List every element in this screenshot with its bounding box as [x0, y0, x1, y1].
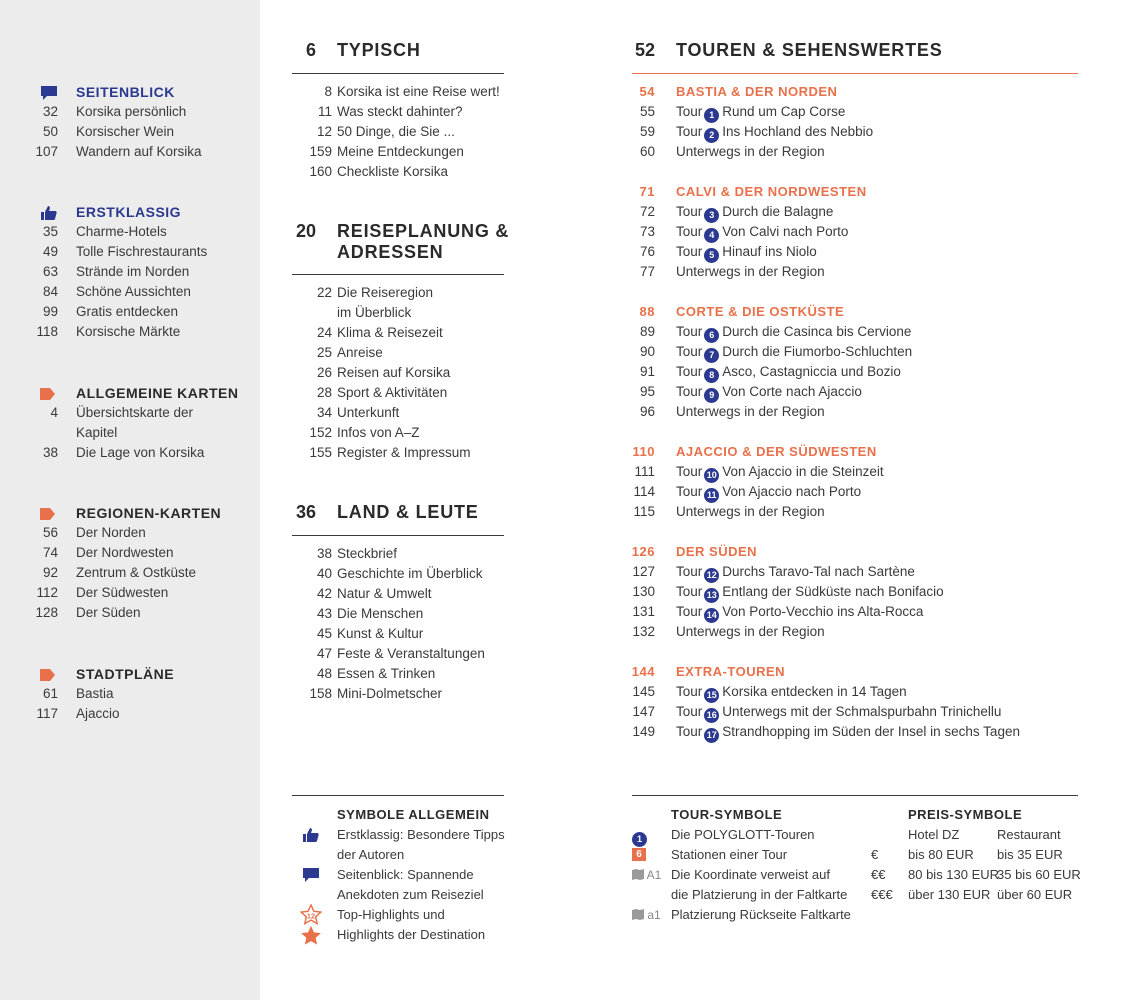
sidebar-page-number: 35 [42, 224, 58, 239]
tour-label: Durch die Casinca bis Cervione [722, 324, 912, 339]
tour-label: Von Porto-Vecchio ins Alta-Rocca [722, 604, 924, 619]
sidebar-page-number: 112 [36, 585, 58, 600]
tour-entry [676, 682, 1096, 702]
sidebar-page-number: 92 [42, 565, 58, 580]
tour-word: Tour [676, 484, 703, 499]
tour-symbole-text: Stationen einer Tour [671, 847, 788, 862]
sidebar-item-label: Der Südwesten [76, 585, 169, 600]
tour-page-number: 127 [632, 564, 655, 579]
reiseplanung-page-number: 22 [316, 285, 332, 300]
tour-label: Von Corte nach Ajaccio [722, 384, 862, 399]
sidebar-heading-seitenblick: SEITENBLICK [76, 84, 175, 100]
land-page-number: 45 [316, 626, 332, 641]
tour-word: Tour [676, 604, 703, 619]
preis-symbole-heading: PREIS-SYMBOLE [908, 807, 1023, 822]
sidebar-page-number: 38 [42, 445, 58, 460]
tour-page-number: 114 [633, 484, 655, 499]
land-item-label: Feste & Veranstaltungen [337, 646, 485, 661]
tour-page-number: 111 [634, 464, 655, 479]
land-page-number: 158 [309, 686, 332, 701]
tour-label: Entlang der Südküste nach Bonifacio [722, 584, 944, 599]
tour-number-badge: 16 [704, 708, 719, 723]
region-page-number: 110 [632, 444, 655, 459]
typisch-page-number: 160 [309, 164, 332, 179]
tour-label: Unterwegs in der Region [676, 504, 825, 519]
land-page-number: 43 [316, 606, 332, 621]
faltkarte-map-icon: A1 [632, 865, 661, 885]
tour-label: Unterwegs in der Region [676, 144, 825, 159]
reiseplanung-number: 20 [295, 221, 316, 241]
sidebar-item-label: Strände im Norden [76, 264, 190, 279]
reiseplanung-item-label: Register & Impressum [337, 445, 471, 460]
region-page-number: 54 [639, 84, 655, 99]
tour-page-number: 72 [639, 204, 655, 219]
land-page-number: 47 [316, 646, 332, 661]
tour-label: Asco, Castagniccia und Bozio [722, 364, 901, 379]
region-page-number: 71 [639, 184, 655, 199]
land-title: LAND & LEUTE [337, 502, 479, 522]
tour-entry [676, 622, 1096, 642]
sidebar-item-label: Charme-Hotels [76, 224, 167, 239]
sidebar-page-number: 56 [42, 525, 58, 540]
land-item-label: Steckbrief [337, 546, 398, 561]
land-item-label: Geschichte im Überblick [337, 566, 483, 581]
sidebar-item-label: Korsika persönlich [76, 104, 187, 119]
tour-entry [676, 362, 1096, 382]
sidebar-heading-erstklassig: ERSTKLASSIG [76, 204, 182, 220]
sidebar-page-number: 32 [42, 104, 58, 119]
sidebar-item-label: Der Nordwesten [76, 545, 174, 560]
tour-word: Tour [676, 724, 703, 739]
tour-number-badge: 14 [704, 608, 719, 623]
tour-label: Hinauf ins Niolo [722, 244, 817, 259]
preis-symbol: €€€ [871, 887, 893, 902]
region-heading: EXTRA-TOUREN [676, 664, 786, 679]
reiseplanung-page-number: 155 [309, 445, 332, 460]
svg-text:12: 12 [306, 911, 316, 921]
land-page-number: 42 [316, 586, 332, 601]
tour-entry [676, 262, 1096, 282]
sidebar-page-number: 63 [42, 264, 58, 279]
touren-number: 52 [634, 40, 655, 60]
land-item-label: Mini-Dolmetscher [337, 686, 443, 701]
tour-number-badge: 8 [704, 368, 719, 383]
tour-page-number: 131 [632, 604, 655, 619]
symbole-heading: SYMBOLE ALLGEMEIN [337, 807, 490, 822]
preis-hotel: bis 80 EUR [908, 847, 974, 862]
tour-word: Tour [676, 704, 703, 719]
sidebar-item-label: Ajaccio [76, 706, 120, 721]
tour-symbole-text: Platzierung Rückseite Faltkarte [671, 907, 851, 922]
tour-page-number: 149 [632, 724, 655, 739]
reiseplanung-page-number: 25 [316, 345, 332, 360]
tour-entry [676, 722, 1096, 742]
reiseplanung-item-label: Klima & Reisezeit [337, 325, 443, 340]
tour-number-badge: 5 [704, 248, 719, 263]
region-heading: BASTIA & DER NORDEN [676, 84, 838, 99]
tour-number-badge: 4 [704, 228, 719, 243]
symbole-text: Highlights der Destination [337, 927, 486, 942]
tour-symbole-text: Die POLYGLOTT-Touren [671, 827, 815, 842]
tour-number-badge: 11 [704, 488, 719, 503]
tour-number-badge: 3 [704, 208, 719, 223]
tour-label: Durch die Fiumorbo-Schluchten [722, 344, 913, 359]
tour-label: Ins Hochland des Nebbio [722, 124, 874, 139]
tour-number-badge: 10 [704, 468, 719, 483]
land-item-label: Kunst & Kultur [337, 626, 424, 641]
tour-entry [676, 122, 1096, 142]
tour-label: Unterwegs in der Region [676, 624, 825, 639]
typisch-page-number: 159 [309, 144, 332, 159]
tour-number-badge: 17 [704, 728, 719, 743]
sidebar-item-label: Die Lage von Korsika [76, 445, 205, 460]
tour-number-badge: 9 [704, 388, 719, 403]
sidebar-heading-regionen: REGIONEN-KARTEN [76, 505, 222, 521]
tour-entry [676, 322, 1096, 342]
highlight-star-icon [300, 925, 322, 952]
tour-page-number: 91 [639, 364, 655, 379]
typisch-page-number: 8 [324, 84, 332, 99]
sidebar-heading-allgemeine: ALLGEMEINE KARTEN [76, 385, 239, 401]
tour-number-badge: 15 [704, 688, 719, 703]
tour-word: Tour [676, 464, 703, 479]
tour-label: Von Ajaccio nach Porto [722, 484, 862, 499]
preis-hotel: 80 bis 130 EUR [908, 867, 1000, 882]
tour-entry [676, 602, 1096, 622]
reiseplanung-item-label: Infos von A–Z [337, 425, 420, 440]
tour-word: Tour [676, 584, 703, 599]
tour-entry [676, 402, 1096, 422]
tour-word: Tour [676, 244, 703, 259]
tour-entry [676, 482, 1096, 502]
preis-restaurant: bis 35 EUR [997, 847, 1063, 862]
reiseplanung-item-label: Reisen auf Korsika [337, 365, 451, 380]
symbole-text: Seitenblick: Spannende [337, 867, 474, 882]
region-heading: DER SÜDEN [676, 544, 758, 559]
tour-page-number: 90 [639, 344, 655, 359]
tour-page-number: 115 [633, 504, 655, 519]
tour-badge-number: 1 [632, 832, 647, 847]
preis-hotel: über 130 EUR [908, 887, 991, 902]
tour-entry [676, 582, 1096, 602]
reiseplanung-page-number: 24 [316, 325, 332, 340]
tour-label: Unterwegs in der Region [676, 404, 825, 419]
tour-word: Tour [676, 684, 703, 699]
sidebar-item-label: Übersichtskarte der [76, 405, 194, 420]
tour-entry [676, 222, 1096, 242]
preis-restaurant: 35 bis 60 EUR [997, 867, 1081, 882]
faltkarte-rueckseite-map-icon: a1 [632, 905, 661, 925]
tour-entry [676, 202, 1096, 222]
tour-label: Von Ajaccio in die Steinzeit [722, 464, 884, 479]
sidebar-page-number: 128 [35, 605, 58, 620]
tour-symbole-text: die Platzierung in der Faltkarte [671, 887, 848, 902]
sidebar-item-label: Korsische Märkte [76, 324, 181, 339]
sidebar-page-number: 49 [42, 244, 58, 259]
region-heading: CORTE & DIE OSTKÜSTE [676, 304, 845, 319]
typisch-item-label: Was steckt dahinter? [337, 104, 463, 119]
tour-label: Durchs Taravo-Tal nach Sartène [722, 564, 915, 579]
tour-number-badge: 13 [704, 588, 719, 603]
preis-col-hotel: Hotel DZ [908, 827, 960, 842]
sidebar-item-label: Zentrum & Ostküste [76, 565, 197, 580]
tour-word: Tour [676, 124, 703, 139]
preis-symbol: €€ [871, 867, 886, 882]
tour-page-number: 95 [639, 384, 655, 399]
typisch-item-label: 50 Dinge, die Sie ... [337, 124, 455, 139]
typisch-item-label: Meine Entdeckungen [337, 144, 464, 159]
typisch-page-number: 11 [317, 104, 332, 119]
tour-number-badge: 6 [704, 328, 719, 343]
sidebar-heading-stadtplaene: STADTPLÄNE [76, 666, 175, 682]
tour-page-number: 77 [639, 264, 655, 279]
tour-label: Korsika entdecken in 14 Tagen [722, 684, 907, 699]
tour-word: Tour [676, 204, 703, 219]
land-item-label: Essen & Trinken [337, 666, 436, 681]
land-number: 36 [295, 502, 316, 522]
sidebar-item-label: Korsischer Wein [76, 124, 175, 139]
region-page-number: 126 [631, 544, 655, 559]
sidebar-item-label: Tolle Fischrestaurants [76, 244, 208, 259]
tour-page-number: 89 [639, 324, 655, 339]
tour-page-number: 130 [632, 584, 655, 599]
reiseplanung-page-number: 28 [316, 385, 332, 400]
typisch-item-label: Checkliste Korsika [337, 164, 449, 179]
tour-word: Tour [676, 384, 703, 399]
station-square-icon: 6 [632, 848, 646, 861]
tour-number-badge: 7 [704, 348, 719, 363]
sidebar-page-number: 74 [42, 545, 58, 560]
reiseplanung-title-line2: ADRESSEN [337, 242, 444, 262]
sidebar-item-label: Der Süden [76, 605, 141, 620]
tour-page-number: 132 [632, 624, 655, 639]
touren-title: TOUREN & SEHENSWERTES [676, 40, 943, 60]
tour-page-number: 145 [632, 684, 655, 699]
tour-label: Unterwegs mit der Schmalspurbahn Trinichellu [722, 704, 1002, 719]
typisch-title: TYPISCH [337, 40, 421, 60]
tour-label: Von Calvi nach Porto [722, 224, 849, 239]
tour-page-number: 59 [639, 124, 655, 139]
preis-col-restaurant: Restaurant [997, 827, 1061, 842]
tour-word: Tour [676, 324, 703, 339]
sidebar-item-label: Der Norden [76, 525, 146, 540]
tour-entry [676, 462, 1096, 482]
land-page-number: 48 [316, 666, 332, 681]
symbole-text: Top-Highlights und [337, 907, 445, 922]
typisch-item-label: Korsika ist eine Reise wert! [337, 84, 500, 99]
region-heading: CALVI & DER NORDWESTEN [676, 184, 867, 199]
typisch-divider [292, 73, 504, 74]
land-divider [292, 535, 504, 536]
tour-page-number: 96 [639, 404, 655, 419]
symbole-divider [292, 795, 504, 796]
reiseplanung-page-number: 34 [316, 405, 332, 420]
sidebar-page-number: 117 [36, 706, 58, 721]
tour-label: Rund um Cap Corse [722, 104, 846, 119]
reiseplanung-title: REISEPLANUNG & [337, 221, 510, 241]
preis-symbol: € [871, 847, 879, 862]
legend-divider [632, 795, 1078, 796]
sidebar-page-number: 4 [50, 405, 58, 420]
land-item-label: Die Menschen [337, 606, 424, 621]
region-page-number: 144 [631, 664, 655, 679]
tour-word: Tour [676, 344, 703, 359]
reiseplanung-page-number: 26 [316, 365, 332, 380]
touren-divider [632, 73, 1078, 74]
reiseplanung-item-label: Anreise [337, 345, 383, 360]
tour-word: Tour [676, 224, 703, 239]
tour-entry [676, 562, 1096, 582]
tour-entry [676, 242, 1096, 262]
tour-word: Tour [676, 104, 703, 119]
tour-page-number: 55 [639, 104, 655, 119]
tour-number-badge: 1 [704, 108, 719, 123]
tour-page-number: 147 [632, 704, 655, 719]
sidebar-page-number: 50 [42, 124, 58, 139]
tour-badge-icon [632, 827, 647, 847]
region-page-number: 88 [639, 304, 655, 319]
tour-entry [676, 382, 1096, 402]
tour-entry [676, 342, 1096, 362]
sidebar-page-number: 61 [42, 686, 58, 701]
tour-label: Unterwegs in der Region [676, 264, 825, 279]
sidebar-item-label: Wandern auf Korsika [76, 144, 202, 159]
tour-word: Tour [676, 364, 703, 379]
tour-symbole-text: Die Koordinate verweist auf [671, 867, 830, 882]
tour-entry [676, 702, 1096, 722]
tour-entry [676, 502, 1096, 522]
sidebar-page-number: 84 [42, 284, 58, 299]
symbole-text: Anekdoten zum Reiseziel [337, 887, 484, 902]
reiseplanung-item-label: im Überblick [337, 305, 412, 320]
sidebar-item-label: Bastia [76, 686, 114, 701]
thumbs-up-icon [302, 827, 320, 848]
preis-restaurant: über 60 EUR [997, 887, 1073, 902]
reiseplanung-page-number: 152 [309, 425, 332, 440]
tour-entry [676, 102, 1096, 122]
land-item-label: Natur & Umwelt [337, 586, 432, 601]
reiseplanung-item-label: Die Reiseregion [337, 285, 434, 300]
tour-number-badge: 2 [704, 128, 719, 143]
tour-page-number: 60 [639, 144, 655, 159]
reiseplanung-item-label: Unterkunft [337, 405, 400, 420]
sidebar-item-label: Schöne Aussichten [76, 284, 191, 299]
reiseplanung-divider [292, 274, 504, 275]
tour-word: Tour [676, 564, 703, 579]
land-page-number: 40 [316, 566, 332, 581]
tour-entry [676, 142, 1096, 162]
tour-symbole-heading: TOUR-SYMBOLE [671, 807, 783, 822]
speech-bubble-icon [302, 867, 320, 888]
land-page-number: 38 [316, 546, 332, 561]
sidebar-item-label: Kapitel [76, 425, 118, 440]
sidebar-item-label: Gratis entdecken [76, 304, 179, 319]
tour-label: Strandhopping im Süden der Insel in sechs Tagen [722, 724, 1020, 739]
typisch-page-number: 12 [316, 124, 332, 139]
tour-page-number: 73 [639, 224, 655, 239]
sidebar-page-number: 118 [36, 324, 58, 339]
tour-page-number: 76 [639, 244, 655, 259]
tour-number-badge: 12 [704, 568, 719, 583]
symbole-text: Erstklassig: Besondere Tipps [337, 827, 505, 842]
reiseplanung-item-label: Sport & Aktivitäten [337, 385, 448, 400]
tour-label: Durch die Balagne [722, 204, 834, 219]
typisch-number: 6 [305, 40, 316, 60]
sidebar-page-number: 99 [42, 304, 58, 319]
symbole-text: der Autoren [337, 847, 405, 862]
region-heading: AJACCIO & DER SÜDWESTEN [676, 444, 877, 459]
sidebar-page-number: 107 [35, 144, 58, 159]
